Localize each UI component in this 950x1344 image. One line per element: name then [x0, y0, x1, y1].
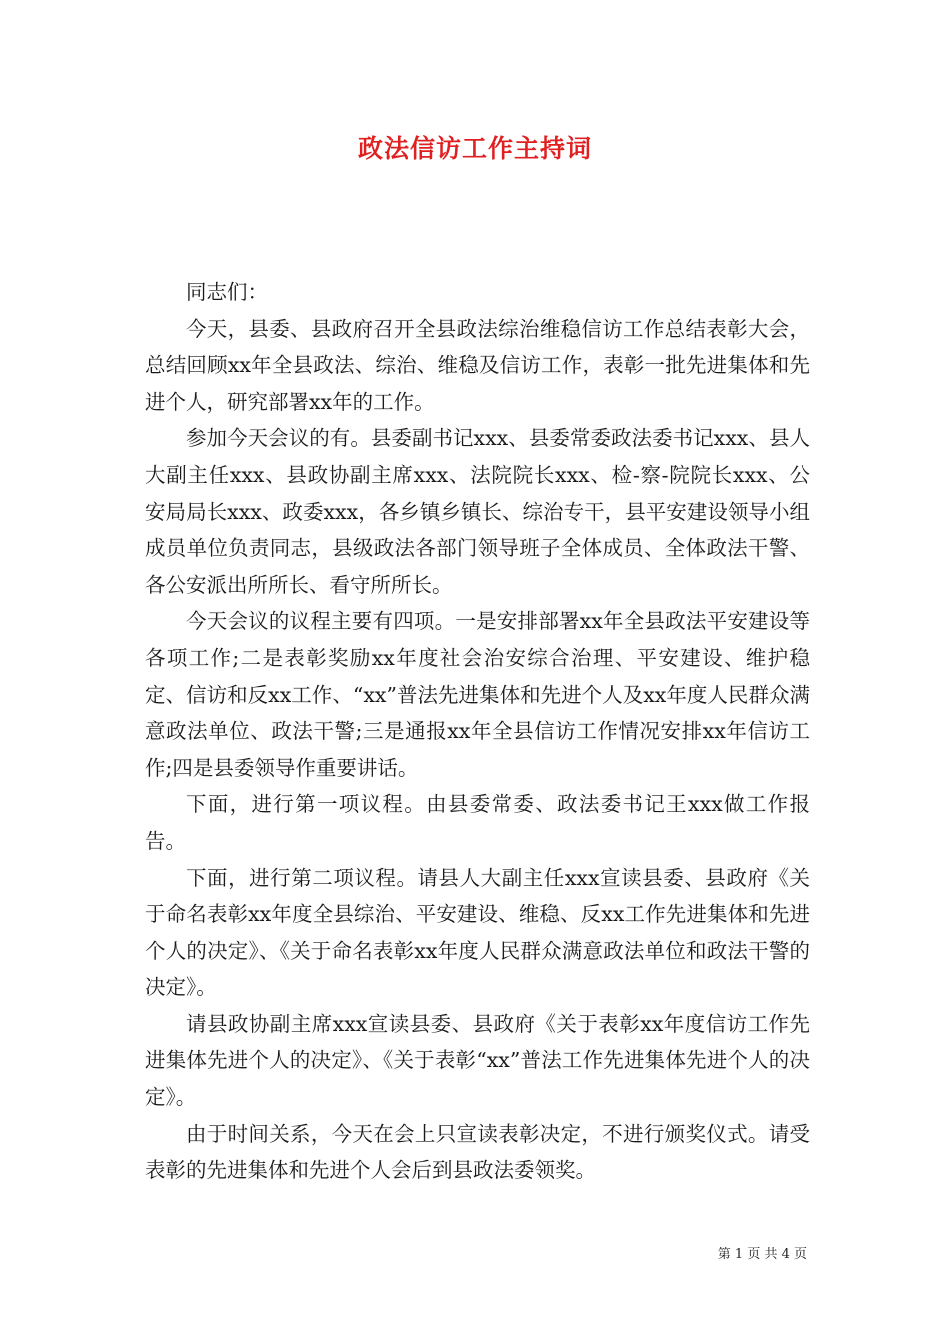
paragraph: 由于时间关系，今天在会上只宣读表彰决定，不进行颁奖仪式。请受表彰的先进集体和先进个人会后到县政法委领奖。: [145, 1121, 810, 1183]
salutation-paragraph: 同志们：: [186, 280, 268, 304]
page-number-footer: 第 1 页 共 4 页: [717, 1247, 807, 1262]
paragraph: 下面，进行第一项议程。由县委常委、政法委书记王xxx做工作报告。: [145, 792, 810, 853]
page-title: 政法信访工作主持词: [357, 134, 592, 163]
paragraph: 请县政协副主席xxx宣读县委、县政府《关于表彰xx年度信访工作先进集体先进个人的决定》、《关于表彰“xx”普法工作先进集体先进个人的决定》。: [145, 1011, 810, 1110]
paragraph: 今天会议的议程主要有四项。一是安排部署xx年全县政法平安建设等各项工作;二是表彰奖励xx年度社会治安综合治理、平安建设、维护稳定、信访和反xx工作、“xx”普法先进集体和先进个人及xx年度人民群众满意政法单位、政法干警;三是通报xx年全县信访工作情况安排xx年信访工作;四是县委领导作重要讲话。: [145, 609, 810, 780]
paragraph: 今天，县委、县政府召开全县政法综治维稳信访工作总结表彰大会，总结回顾xx年全县政法、综治、维稳及信访工作，表彰一批先进集体和先进个人，研究部署xx年的工作。: [145, 316, 810, 414]
paragraph: 参加今天会议的有。县委副书记xxx、县委常委政法委书记xxx、县人大副主任xxx、县政协副主席xxx、法院院长xxx、检-察-院院长xxx、公安局局长xxx、政委xxx，各乡镇乡镇长、综治专干，县平安建设领导小组成员单位负责同志，县级政法各部门领导班子全体成员、全体政法干警、各公安派出所所长、看守所所长。: [145, 426, 810, 597]
document-body: [145, 274, 810, 1189]
paragraph: 下面，进行第二项议程。请县人大副主任xxx宣读县委、县政府《关于命名表彰xx年度全县综治、平安建设、维稳、反xx工作先进集体和先进个人的决定》、《关于命名表彰xx年度人民群众满意政法单位和政法干警的决定》。: [145, 865, 810, 1000]
